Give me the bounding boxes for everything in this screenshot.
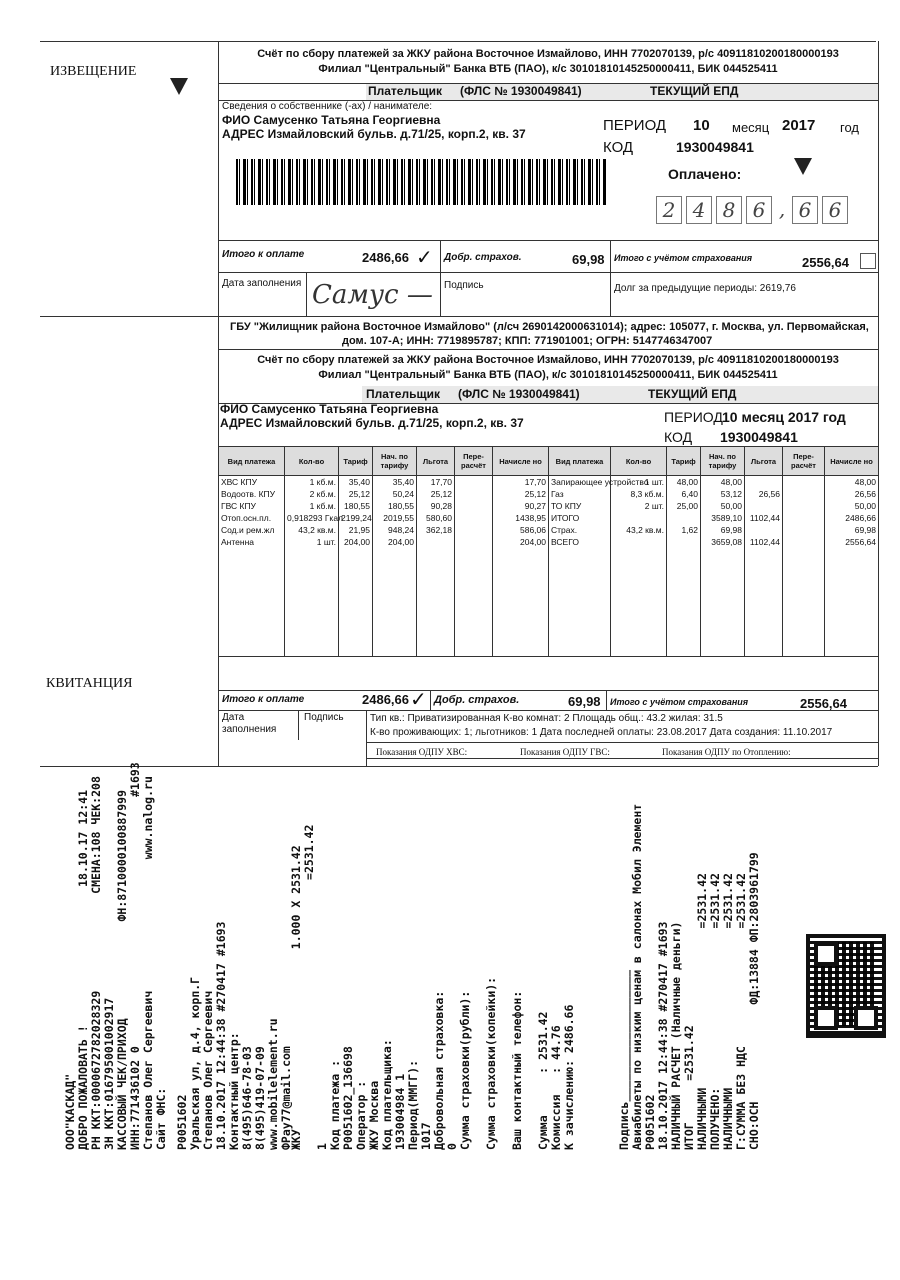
table-cell: 48,00: [667, 476, 701, 489]
signature-label: Подпись: [444, 280, 484, 291]
table-cell: [783, 476, 825, 489]
kod-value: 1930049841: [676, 139, 754, 155]
table-cell: 362,18: [417, 524, 455, 536]
table-cell: [783, 524, 825, 536]
table-cell: 6,40: [667, 488, 701, 500]
receipt-label: КВИТАНЦИЯ: [46, 676, 133, 691]
checkmark-icon: ✓: [416, 245, 433, 269]
table-cell: [455, 500, 493, 512]
payer-label-copy: Плательщик: [366, 387, 440, 401]
table-cell: 948,24: [373, 524, 417, 536]
col-header: Пере-расчёт: [783, 447, 825, 476]
with-insurance-label-copy: Итого с учётом страхования: [610, 697, 749, 707]
owner-address: АДРЕС Измайловский бульв. д.71/25, корп.2, кв. 37: [222, 127, 526, 141]
cash-receipt-payment: ЖКУ 1.000 X 2531.42 =2531.42 1 Код платежа : Р0051602_136698 Оператор : ЖКУ Москва Код плательщика: 193004984 1 Период(ММГГ): 1017 Добровольная страховка: 0 Сумма страховки(рубли): Сумма страховки(копейки): Ваш контактный телефон: Сумма : 2531.42 Комиссия : 44.76 К зачислению: 2486.66: [289, 824, 576, 1150]
table-cell: [745, 500, 783, 512]
table-cell: 25,00: [667, 500, 701, 512]
table-cell: [455, 536, 493, 548]
arrow-down-icon: [794, 158, 812, 175]
table-cell: Газ: [549, 488, 611, 500]
table-cell: 2556,64: [825, 536, 879, 548]
table-cell: ВСЕГО: [549, 536, 611, 548]
table-header-row: [219, 447, 879, 476]
odpu-heat: Показания ОДПУ по Отоплению:: [662, 747, 791, 757]
table-cell: 21,95: [339, 524, 373, 536]
table-cell: 25,12: [339, 488, 373, 500]
period-label-copy: ПЕРИОД: [664, 409, 723, 425]
period-value-copy: 10 месяц 2017 год: [722, 409, 846, 425]
table-cell: [745, 476, 783, 489]
fill-date-label: Дата заполнения: [222, 278, 302, 289]
col-header: Начисле но: [825, 447, 879, 476]
owner-fio-copy: ФИО Самусенко Татьяна Георгиевна: [220, 402, 439, 416]
table-cell: 1 кб.м.: [285, 476, 339, 489]
col-header: Кол-во: [611, 447, 667, 476]
table-cell: ИТОГО: [549, 512, 611, 524]
kod-label: КОД: [603, 139, 634, 156]
paid-label: Оплачено:: [668, 166, 742, 182]
table-cell: [455, 524, 493, 536]
kod-label-copy: КОД: [664, 429, 693, 445]
with-insurance-value: 2556,64: [802, 255, 849, 270]
owner-address-copy: АДРЕС Измайловский бульв. д.71/25, корп.2, кв. 37: [220, 416, 524, 430]
table-cell: 43,2 кв.м.: [285, 524, 339, 536]
table-cell: Водоотв. КПУ: [219, 488, 285, 500]
odpu-gvs: Показания ОДПУ ГВС:: [520, 747, 610, 757]
cash-receipt-header: ООО"КАСКАД" ДОБРО ПОЖАЛОВАТЬ ! 18.10.17 12:41 РН ККТ:0000672782028329 СМЕНА:108 ЧЕК:208 ЗН ККТ:016795001002917 КАССОВЫЙ ЧЕК/ПРИХОД ФН:8710000100887999 ИНН:771436102 0 #1693 Степанов Олег Сергеевич www.nalog.ru Сайт ФНС:: [63, 762, 168, 1150]
table-row: [219, 524, 879, 536]
total-value-copy: 2486,66: [362, 692, 409, 707]
owner-label: Сведения о собственнике (-ах) / нанимателе:: [222, 101, 433, 112]
table-cell: 50,00: [825, 500, 879, 512]
checkmark-icon: ✓: [410, 687, 427, 711]
gbu-line1: ГБУ "Жилищник района Восточное Измайлово" (л/сч 2690142000631014); адрес: 105077, г. Москва, ул. Первомайская,: [230, 321, 869, 333]
paid-separator: ,: [778, 197, 786, 221]
top-border: [40, 41, 876, 42]
table-cell: 2199,24: [339, 512, 373, 524]
table-cell: [455, 476, 493, 489]
total-label: Итого к оплате: [222, 249, 305, 260]
table-cell: [455, 512, 493, 524]
table-cell: 0,918293 Гкал: [285, 512, 339, 524]
col-header: Нач. по тарифу: [701, 447, 745, 476]
year-label: год: [840, 120, 859, 135]
table-cell: 580,60: [417, 512, 455, 524]
table-cell: 90,28: [417, 500, 455, 512]
apartment-info-1: Тип кв.: Приватизированная К-во комнат: 2 Площадь общ.: 43.2 жилая: 31.5: [370, 713, 723, 724]
table-cell: 204,00: [493, 536, 549, 548]
table-cell: 69,98: [825, 524, 879, 536]
table-cell: [783, 488, 825, 500]
period-label: ПЕРИОД: [603, 117, 667, 134]
table-cell: [745, 524, 783, 536]
col-header: Льгота: [417, 447, 455, 476]
cash-receipt-store: Р0051602 Уральская ул, д.4, корп.Г Степанов Олег Сергеевич 18.10.2017 12:44:38 #270417 #1693 Контактный центр: 8(495)646-78-03 8(495)419-07-09 www.mobilelement.ru ФPay77@mail.com: [175, 921, 293, 1150]
table-cell: ТО КПУ: [549, 500, 611, 512]
col-header: Тариф: [339, 447, 373, 476]
table-filler-row: [219, 548, 879, 657]
with-insurance-value-copy: 2556,64: [800, 696, 847, 711]
paid-digit: 2: [656, 196, 682, 224]
table-cell: [783, 536, 825, 548]
table-cell: 1 шт.: [285, 536, 339, 548]
table-cell: [611, 536, 667, 548]
col-header: Льгота: [745, 447, 783, 476]
table-cell: 586,06: [493, 524, 549, 536]
table-cell: 2019,55: [373, 512, 417, 524]
paid-digit: 6: [792, 196, 818, 224]
table-row: [219, 512, 879, 524]
table-cell: 50,24: [373, 488, 417, 500]
paid-digit: 6: [746, 196, 772, 224]
table-cell: 25,12: [417, 488, 455, 500]
table-cell: 17,70: [493, 476, 549, 489]
table-cell: 90,27: [493, 500, 549, 512]
paid-digit: 6: [822, 196, 848, 224]
table-cell: 180,55: [339, 500, 373, 512]
table-cell: 17,70: [417, 476, 455, 489]
table-cell: 2 кб.м.: [285, 488, 339, 500]
owner-fio: ФИО Самусенко Татьяна Георгиевна: [222, 113, 441, 127]
table-cell: [783, 500, 825, 512]
table-cell: 1438,95: [493, 512, 549, 524]
table-cell: 1,62: [667, 524, 701, 536]
notice-label: ИЗВЕЩЕНИЕ: [50, 64, 137, 79]
handwritten-signature: Самус —: [312, 280, 433, 310]
payer-label: Плательщик: [368, 84, 442, 98]
cash-receipt-total: Подпись___________________ Авиабилеты по низким ценам в салонах Мобил Элемент Р0051602 18.10.2017 12:44:38 #270417 #1693 НАЛИЧНЫЙ РАСЧЕТ (Наличные деньги) ИТОГ =2531.42 НАЛИЧНЫМИ =2531.42 ПОЛУЧЕНО: =2531.42 НАЛИЧНЫМИ =2531.42 Г:СУММА БЕЗ НДС =2531.42 СНО:ОСН ФД:13884 ФП:2803961799: [617, 803, 761, 1150]
fls-number-copy: (ФЛС № 1930049841): [458, 387, 580, 401]
bank-header-line2: Филиал "Центральный" Банка ВТБ (ПАО), к/с 30101810145250000411, БИК 044525411: [318, 63, 778, 75]
table-cell: [667, 536, 701, 548]
table-cell: 26,56: [825, 488, 879, 500]
qr-code: [806, 934, 886, 1038]
table-cell: [783, 512, 825, 524]
table-cell: 180,55: [373, 500, 417, 512]
table-cell: 50,00: [701, 500, 745, 512]
cut-line: [40, 316, 878, 317]
table-cell: Сод.и рем.жл: [219, 524, 285, 536]
apartment-info-2: К-во проживающих: 1; льготников: 1 Дата последней оплаты: 23.08.2017 Дата создания: 11.10.2017: [370, 727, 833, 738]
arrow-down-icon: [170, 78, 188, 95]
odpu-hvs: Показания ОДПУ ХВС:: [376, 747, 468, 757]
col-header: Кол-во: [285, 447, 339, 476]
table-row: [219, 536, 879, 548]
table-cell: 8,3 кб.м.: [611, 488, 667, 500]
table-row: [219, 500, 879, 512]
paid-digit: 8: [716, 196, 742, 224]
table-row: [219, 488, 879, 500]
epd-label: ТЕКУЩИЙ ЕПД: [650, 84, 739, 98]
table-cell: 3589,10: [701, 512, 745, 524]
col-header: Вид платежа: [219, 447, 285, 476]
table-cell: 204,00: [339, 536, 373, 548]
signature-label-copy: Подпись: [304, 712, 344, 723]
payer-band: [366, 83, 878, 100]
col-header: Вид платежа: [549, 447, 611, 476]
total-label-copy: Итого к оплате: [222, 694, 305, 705]
table-cell: 204,00: [373, 536, 417, 548]
table-cell: Отоп.осн.пл.: [219, 512, 285, 524]
insurance-label-copy: Добр. страхов.: [434, 694, 520, 706]
table-cell: 53,12: [701, 488, 745, 500]
gbu-line2: дом. 107-А; ИНН: 7719895787; КПП: 771901001; ОГРН: 5147746347007: [342, 335, 713, 347]
debt-text: Долг за предыдущие периоды: 2619,76: [614, 283, 796, 294]
table-cell: ХВС КПУ: [219, 476, 285, 489]
barcode: [236, 159, 606, 205]
col-header: Тариф: [667, 447, 701, 476]
table-cell: 3659,08: [701, 536, 745, 548]
col-header: Пере-расчёт: [455, 447, 493, 476]
table-cell: Антенна: [219, 536, 285, 548]
table-cell: 43,2 кв.м.: [611, 524, 667, 536]
date-label-copy: Дата заполнения: [222, 712, 277, 735]
table-cell: 35,40: [339, 476, 373, 489]
paid-digit: 4: [686, 196, 712, 224]
month-label: месяц: [732, 120, 770, 135]
bank-header-line1: Счёт по сбору платежей за ЖКУ района Восточное Измайлово, ИНН 7702070139, р/с 40911810200180000193: [257, 48, 839, 60]
table-cell: ГВС КПУ: [219, 500, 285, 512]
total-value: 2486,66: [362, 250, 409, 265]
insurance-value: 69,98: [572, 252, 605, 267]
table-cell: [611, 512, 667, 524]
table-cell: 69,98: [701, 524, 745, 536]
table-cell: [417, 536, 455, 548]
table-row: [219, 476, 879, 489]
period-number: 10: [693, 117, 710, 134]
table-cell: 26,56: [745, 488, 783, 500]
insurance-checkbox[interactable]: [860, 253, 876, 269]
table-cell: 48,00: [701, 476, 745, 489]
table-cell: 2486,66: [825, 512, 879, 524]
table-cell: 1 кб.м.: [285, 500, 339, 512]
table-cell: 1102,44: [745, 512, 783, 524]
insurance-value-copy: 69,98: [568, 694, 601, 709]
table-cell: 25,12: [493, 488, 549, 500]
table-cell: 1 шт.: [611, 476, 667, 489]
bank-header-line2-copy: Филиал "Центральный" Банка ВТБ (ПАО), к/с 30101810145250000411, БИК 044525411: [318, 369, 778, 381]
table-cell: [455, 488, 493, 500]
fls-number: (ФЛС № 1930049841): [460, 84, 582, 98]
table-cell: Страх.: [549, 524, 611, 536]
col-header: Начисле но: [493, 447, 549, 476]
table-cell: 1102,44: [745, 536, 783, 548]
col-header: Нач. по тарифу: [373, 447, 417, 476]
table-cell: Запирающее устройство: [549, 476, 611, 489]
table-cell: 35,40: [373, 476, 417, 489]
with-insurance-label: Итого с учётом страхования: [614, 253, 753, 263]
epd-label-copy: ТЕКУЩИЙ ЕПД: [648, 387, 737, 401]
paid-amount-boxes: [656, 196, 848, 224]
table-cell: 2 шт.: [611, 500, 667, 512]
table-cell: 48,00: [825, 476, 879, 489]
kod-value-copy: 1930049841: [720, 429, 798, 445]
bank-header-line1-copy: Счёт по сбору платежей за ЖКУ района Восточное Измайлово, ИНН 7702070139, р/с 40911810200180000193: [257, 354, 839, 366]
table-cell: [667, 512, 701, 524]
year-value: 2017: [782, 117, 816, 134]
charges-table: [218, 446, 879, 657]
insurance-label: Добр. страхов.: [444, 252, 522, 263]
